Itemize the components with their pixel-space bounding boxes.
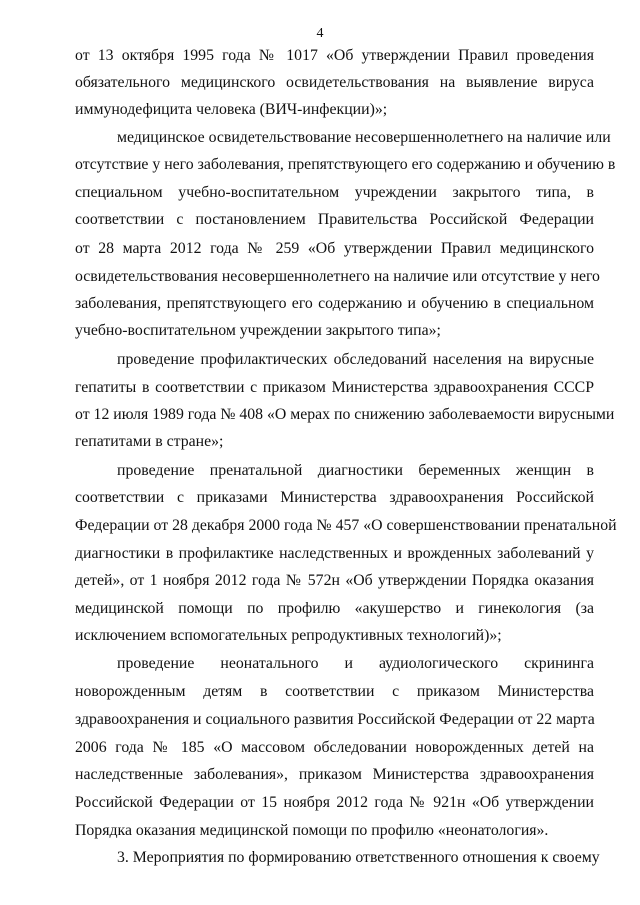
text-line: 2006 года № 185 «О массовом обследовании новорожденных детей на: [75, 739, 594, 756]
text-line: исключением вспомогательных репродуктивных технологий)»;: [75, 627, 502, 644]
text-line: иммунодефицита человека (ВИЧ-инфекции)»;: [75, 101, 388, 118]
text-line: 3. Мероприятия по формированию ответственного отношения к своему: [117, 849, 600, 866]
text-line: детей», от 1 ноября 2012 года № 572н «Об утверждении Порядка оказания: [75, 572, 594, 589]
text-line: гепатитами в стране»;: [75, 433, 224, 450]
text-line: проведение пренатальной диагностики беременных женщин в: [117, 462, 594, 479]
text-line: здравоохранения и социального развития Российской Федерации от 22 марта: [75, 711, 595, 728]
text-line: проведение профилактических обследований населения на вирусные: [117, 351, 594, 368]
text-line: медицинское освидетельствование несовершеннолетнего на наличие или: [117, 129, 611, 146]
text-line: проведение неонатального и аудиологического скрининга: [117, 655, 594, 672]
text-line: от 28 марта 2012 года № 259 «Об утверждении Правил медицинского: [75, 240, 594, 257]
text-line: обязательного медицинского освидетельствования на выявление вируса: [75, 74, 594, 91]
text-line: заболевания, препятствующего его содержанию и обучению в специальном: [75, 295, 594, 312]
text-line: учебно-воспитательном учреждении закрытого типа»;: [75, 322, 441, 339]
text-line: освидетельствования несовершеннолетнего на наличие или отсутствие у него: [75, 268, 600, 285]
text-line: соответствии с постановлением Правительства Российской Федерации: [75, 211, 594, 228]
text-line: отсутствие у него заболевания, препятствующего его содержанию и обучению в: [75, 156, 616, 173]
text-line: гепатиты в соответствии с приказом Министерства здравоохранения СССР: [75, 379, 594, 396]
text-line: наследственные заболевания», приказом Министерства здравоохранения: [75, 766, 594, 783]
text-line: от 12 июля 1989 года № 408 «О мерах по снижению заболеваемости вирусными: [75, 406, 615, 423]
text-line: Порядка оказания медицинской помощи по профилю «неонатология».: [75, 822, 549, 839]
text-line: медицинской помощи по профилю «акушерство и гинекология (за: [75, 600, 594, 617]
text-line: Российской Федерации от 15 ноября 2012 года № 921н «Об утверждении: [75, 794, 594, 811]
text-line: диагностики в профилактике наследственных и врожденных заболеваний у: [75, 545, 594, 562]
text-line: новорожденным детям в соответствии с приказом Министерства: [75, 683, 594, 700]
text-line: от 13 октября 1995 года № 1017 «Об утверждении Правил проведения: [75, 47, 594, 64]
page-number: 4: [316, 26, 324, 41]
text-line: специальном учебно-воспитательном учреждении закрытого типа, в: [75, 184, 594, 201]
text-line: Федерации от 28 декабря 2000 года № 457 «О совершенствовании пренатальной: [75, 517, 617, 534]
text-line: соответствии с приказами Министерства здравоохранения Российской: [75, 489, 594, 506]
